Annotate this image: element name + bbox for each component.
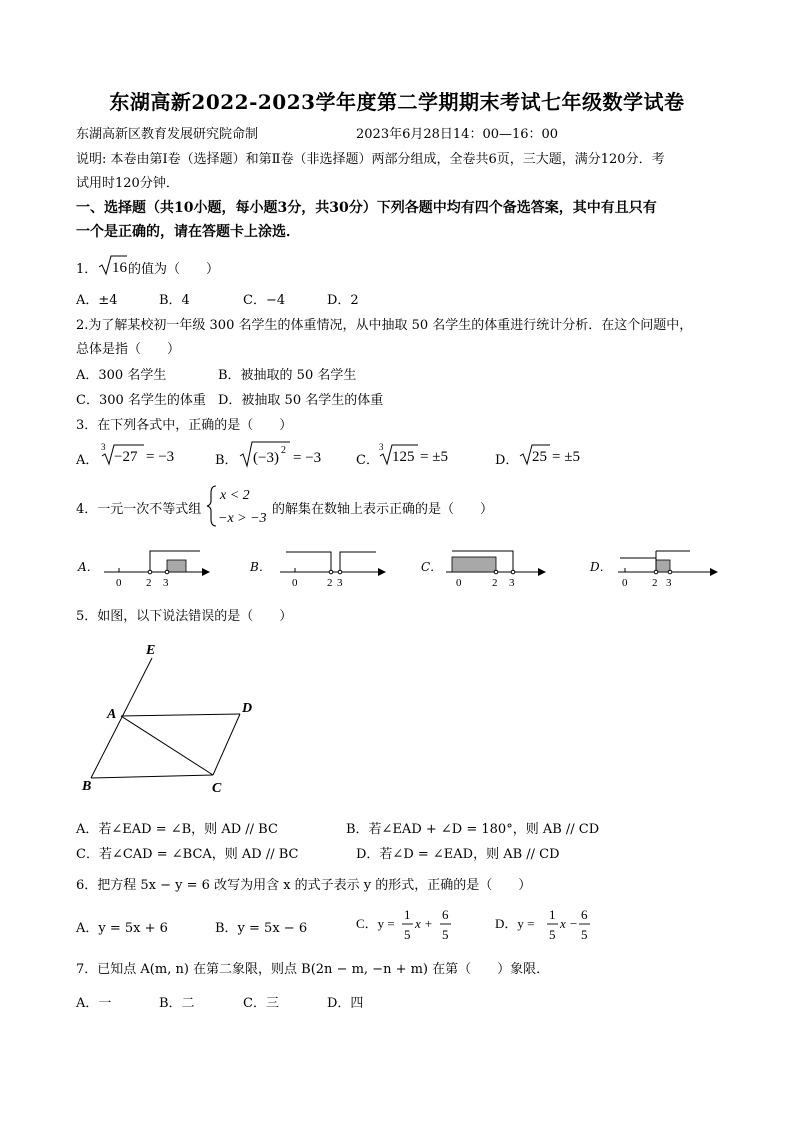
point-a-label: A xyxy=(107,707,117,722)
q5-option-a: A．若∠EAD = ∠B，则 AD // BC xyxy=(76,822,278,837)
q7-option-d: D．四 xyxy=(327,996,364,1011)
svg-text:25: 25 xyxy=(532,449,547,465)
q4-ineq1: x < 2 xyxy=(220,488,250,503)
q2-line1: 2.为了解某校初一年级 300 名学生的体重情况，从中抽取 50 名学生的体重进行统计分析．在这个问题中， xyxy=(76,318,693,333)
svg-text:−27: −27 xyxy=(114,449,138,465)
section1-line1: 一、选择题（共10小题，每小题3分，共30分）下列各题中均有四个备选答案，其中有且只有 xyxy=(76,200,657,216)
q6-stem: 6．把方程 5x − y = 6 改写为用含 x 的式子表示 y 的形式，正确的是（ ） xyxy=(76,878,532,893)
q6-option-b: B．y = 5x − 6 xyxy=(215,921,308,936)
q3-c-label: C． xyxy=(356,453,379,468)
svg-text:5: 5 xyxy=(549,927,556,942)
q2-option-d: D．被抽取 50 名学生的体重 xyxy=(218,393,384,408)
q6-option-c xyxy=(356,902,466,946)
svg-text:1: 1 xyxy=(549,907,556,922)
svg-text:= ±5: = ±5 xyxy=(552,449,580,465)
svg-text:3: 3 xyxy=(101,442,106,452)
svg-text:6: 6 xyxy=(442,907,449,922)
q4-b-label: B． xyxy=(250,560,271,574)
svg-text:1: 1 xyxy=(404,907,411,922)
q4-ineq2: −x > −3 xyxy=(218,511,267,526)
svg-text:= −3: = −3 xyxy=(146,449,175,465)
svg-text:5: 5 xyxy=(404,927,411,942)
q4-d-numberline xyxy=(614,546,718,590)
q4-a-tick-2: 2 xyxy=(146,577,152,589)
q3-stem: 3．在下列各式中，正确的是（ ） xyxy=(76,418,293,433)
q4-b-tick-2: 2 xyxy=(327,577,333,589)
point-b-label: B xyxy=(82,779,92,794)
q1-sqrt xyxy=(98,253,128,277)
svg-text:3: 3 xyxy=(379,442,384,452)
q3-d-expr xyxy=(518,440,598,468)
publisher: 东湖高新区教育发展研究院命制 xyxy=(76,127,259,142)
q1-option-a: A．±4 xyxy=(76,293,118,308)
q2-option-c: C．300 名学生的体重 xyxy=(76,393,206,408)
q5-option-b: B．若∠EAD + ∠D = 180°，则 AB // CD xyxy=(346,822,600,837)
q5-option-c: C．若∠CAD = ∠BCA，则 AD // BC xyxy=(76,847,299,862)
svg-text:6: 6 xyxy=(581,907,588,922)
q4-c-label: C． xyxy=(421,560,443,574)
q3-a-expr xyxy=(100,440,180,468)
q6-option-d xyxy=(495,902,605,946)
q4-suffix: 的解集在数轴上表示正确的是（ ） xyxy=(272,502,494,517)
svg-text:= ±5: = ±5 xyxy=(420,449,448,465)
q4-a-label: A． xyxy=(78,560,99,574)
q7-stem: 7．已知点 A(m, n) 在第二象限，则点 B(2n − m, −n + m) 在第（ ）象限． xyxy=(76,962,550,977)
q1-option-c: C．−4 xyxy=(243,293,286,308)
q4-a-tick-3: 3 xyxy=(163,577,169,589)
q4-b-tick-0: 0 xyxy=(292,577,298,589)
q4-c-tick-3: 3 xyxy=(509,577,515,589)
q1-option-b: B．4 xyxy=(159,293,190,308)
q5-option-d: D．若∠D = ∠EAD，则 AB // CD xyxy=(356,847,560,862)
q7-option-a: A．一 xyxy=(76,996,112,1011)
exam-datetime: 2023年6月28日14：00—16：00 xyxy=(356,127,559,142)
q3-b-label: B． xyxy=(215,453,238,468)
q1-stem: 的值为（ ） xyxy=(128,262,220,277)
q1-radicand: 16 xyxy=(112,260,127,276)
svg-text:C．y =: C．y = xyxy=(356,916,395,931)
svg-text:5: 5 xyxy=(442,927,449,942)
point-c-label: C xyxy=(212,781,222,796)
q4-c-tick-0: 0 xyxy=(456,577,462,589)
q1-option-d: D．2 xyxy=(327,293,359,308)
q1-number: 1． xyxy=(76,262,98,277)
svg-text:x −: x − xyxy=(560,916,578,931)
q3-d-label: D． xyxy=(495,453,519,468)
q2-option-a: A．300 名学生 xyxy=(76,368,167,383)
instructions-line1: 说明: 本卷由第Ⅰ卷（选择题）和第Ⅱ卷（非选择题）两部分组成，全卷共6页，三大题，满分120分．考 xyxy=(76,152,665,167)
q6-option-a: A．y = 5x + 6 xyxy=(76,921,168,936)
section1-line2: 一个是正确的，请在答题卡上涂选． xyxy=(76,224,300,240)
q4-b-numberline xyxy=(276,546,386,590)
q4-c-tick-2: 2 xyxy=(492,577,498,589)
q4-a-tick-0: 0 xyxy=(116,577,122,589)
svg-text:x +: x + xyxy=(415,916,433,931)
q4-d-tick-2: 2 xyxy=(652,577,658,589)
svg-text:125: 125 xyxy=(392,449,415,465)
q5-figure xyxy=(78,638,268,798)
instructions-line2: 试用时120分钟． xyxy=(76,176,179,191)
q4-c-numberline xyxy=(442,546,546,590)
svg-text:2: 2 xyxy=(281,445,286,456)
q4-d-tick-0: 0 xyxy=(622,577,628,589)
q4-d-tick-3: 3 xyxy=(666,577,672,589)
svg-text:(−3): (−3) xyxy=(253,450,279,466)
q3-b-expr xyxy=(238,438,328,470)
q3-c-expr xyxy=(378,440,458,468)
exam-title: 东湖高新2022-2023学年度第二学期期末考试七年级数学试卷 xyxy=(109,90,685,114)
point-e-label: E xyxy=(146,643,156,658)
svg-text:5: 5 xyxy=(581,927,588,942)
q2-option-b: B．被抽取的 50 名学生 xyxy=(218,368,357,383)
q7-option-b: B．二 xyxy=(159,996,195,1011)
q2-line2: 总体是指（ ） xyxy=(76,342,181,357)
q5-stem: 5．如图，以下说法错误的是（ ） xyxy=(76,609,293,624)
q4-a-numberline xyxy=(100,546,210,590)
q4-prefix: 4．一元一次不等式组 xyxy=(76,502,202,517)
svg-text:= −3: = −3 xyxy=(293,450,322,466)
q7-option-c: C．三 xyxy=(243,996,279,1011)
q4-b-tick-3: 3 xyxy=(337,577,343,589)
q4-system xyxy=(206,483,272,529)
q4-d-label: D． xyxy=(590,560,612,574)
svg-text:D．y =: D．y = xyxy=(495,916,535,931)
q3-a-label: A． xyxy=(76,453,99,468)
point-d-label: D xyxy=(242,701,253,716)
